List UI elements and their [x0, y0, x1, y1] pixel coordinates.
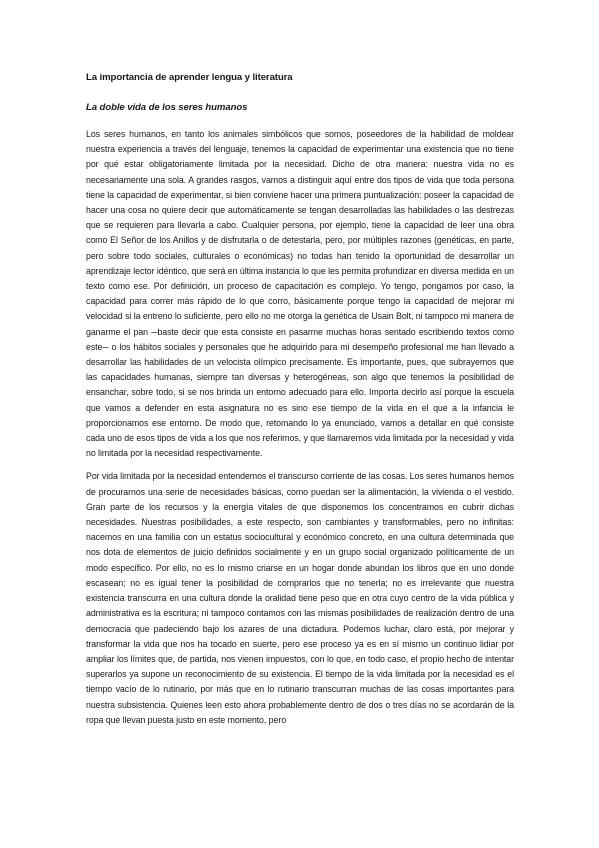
section-heading: La doble vida de los seres humanos	[86, 102, 248, 113]
document-body	[86, 71, 514, 736]
document-title: La importancia de aprender lengua y literatura	[86, 72, 293, 83]
paragraph: Por vida limitada por la necesidad entendemos el transcurso corriente de las cosas. Los seres humanos hemos de procurarnos una serie de necesidades básicas, como puedan ser la alimentación, la vivienda o el vestido. Gran parte de los recursos y la energía vitales de que disponemos los concentramos en cubrir dichas necesidades. Nuestras posibilidades, a este respecto, son cambiantes y transformables, pero no infinitas: nacemos en una familia con un estatus sociocultural y económico concreto, en una cultura determinada que nos dota de elementos de juicio definidos socialmente y en un grupo social organizado políticamente de un modo específico. Por ello, no es lo mismo criarse en un hogar donde abundan los libros que en uno donde escasean; no es igual tener la posibilidad de comprarlos que no tenerla; no es irrelevante que nuestra existencia transcurra en una cultura donde la oralidad tiene peso que en otra cuyo centro de la vida pública y administrativa es la escritura; ni tampoco contamos con las mismas posibilidades de realización dentro de una democracia que padeciendo bajo los azares de una dictadura. Podemos luchar, claro está, por mejorar y transformar la vida que nos ha tocado en suerte, pero ese proceso ya es en sí mismo un continuo lidiar por ampliar los límites que, de partida, nos vienen impuestos, con lo que, en todo caso, el propio hecho de intentar superarlos ya supone un reconocimiento de su existencia. El tiempo de la vida limitada por la necesidad es el tiempo vacío de lo rutinario, por más que en lo rutinario transcurran muchas de las cosas importantes para nuestra subsistencia. Quienes leen esto ahora probablemente dentro de dos o tres días no se acordarán de la ropa que llevan puesta justo en este momento, pero	[86, 471, 514, 725]
paragraph: Los seres humanos, en tanto los animales simbólicos que somos, poseedores de la habilidad de moldear nuestra experiencia a través del lenguaje, tenemos la capacidad de experimentar una existencia que no tiene por qué estar obligatoriamente limitada por la necesidad. Dicho de otra manera: nuestra vida no es necesariamente una sola. A grandes rasgos, vamos a distinguir aquí entre dos tipos de vida que toda persona tiene la capacidad de experimentar, si bien conviene hacer una primera puntualización: poseer la capacidad de hacer una cosa no quiere decir que automáticamente se tengan desarrolladas las habilidades o las destrezas que se requieren para llevarla a cabo. Cualquier persona, por ejemplo, tiene la capacidad de leer una obra como El Señor de los Anillos y de disfrutarla o de detestarla, pero, por múltiples razones (genéticas, en parte, pero sobre todo sociales, culturales o económicas) no todas han tenido la oportunidad de desarrollar un aprendizaje lector idéntico, que será en última instancia lo que les permita profundizar en diversa medida en un texto como ese. Por definición, un proceso de capacitación es complejo. Yo tengo, pongamos por caso, la capacidad para correr más rápido de lo que corro, básicamente porque tengo la capacidad de mejorar mi velocidad si la entreno lo suficiente, pero ello no me otorga la genética de Usain Bolt, ni tampoco mi manera de ganarme el pan ─baste decir que esta consiste en pasarme muchas horas sentado escribiendo textos como este─ o los hábitos sociales y personales que he adquirido para mi desempeño profesional me han llevado a desarrollar las habilidades de un velocista olímpico precisamente. Es importante, pues, que subrayemos que las capacidades humanas, siempre tan diversas y heterogéneas, son algo que tenemos la posibilidad de ensanchar, sobre todo, si se nos brinda un entorno adecuado para ello. Importa decirlo así porque la escuela que vamos a defender en esta asignatura no es sino ese tiempo de la vida en el que a la infancia le proporcionamos ese entorno. De modo que, retomando lo ya enunciado, vamos a detallar en qué consiste cada uno de esos tipos de vida a los que nos referimos, y que llamaremos vida limitada por la necesidad y vida no limitada por la necesidad respectivamente.	[86, 129, 514, 459]
